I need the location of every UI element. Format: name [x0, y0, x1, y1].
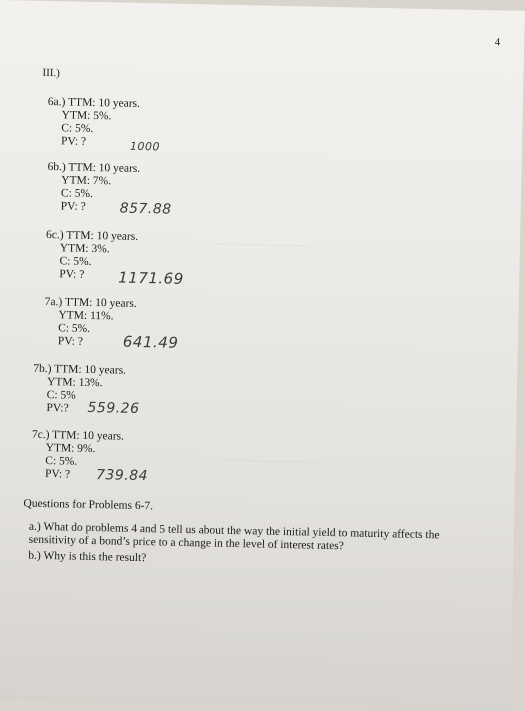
- problem-pv: PV:?: [46, 402, 69, 415]
- problem-ytm: YTM: 5%.: [61, 109, 112, 123]
- problem-ytm: YTM: 11%.: [58, 309, 114, 323]
- handwritten-answer: 559.26: [87, 399, 140, 418]
- problem-pv: PV: ?: [44, 468, 71, 481]
- problem-ttm: 6b.) TTM: 10 years.: [47, 161, 141, 175]
- problem-coupon: C: 5%: [46, 389, 76, 402]
- problem-pv: PV: ?: [60, 200, 86, 213]
- problem-coupon: C: 5%.: [60, 187, 94, 200]
- handwritten-answer: 641.49: [122, 332, 179, 352]
- problem-pv: PV: ?: [60, 135, 87, 148]
- problem-ytm: YTM: 7%.: [61, 174, 112, 188]
- question-a: a.) What do problems 4 and 5 tell us about the way the initial yield to maturity affects the sensitivity of a bond’s price to a change in the level of interest rates?: [28, 520, 440, 553]
- problem-ttm: 7a.) TTM: 10 years.: [44, 296, 137, 310]
- questions-heading: Questions for Problems 6-7.: [23, 497, 154, 513]
- problem-coupon: C: 5%.: [61, 122, 94, 135]
- bleed-through-text: ........................................: [220, 452, 321, 466]
- question-b: b.) Why is this the result?: [28, 549, 147, 565]
- section-heading: III.): [42, 66, 61, 80]
- problem-ttm: 6a.) TTM: 10 years.: [47, 96, 141, 110]
- problem-pv: PV: ?: [57, 335, 84, 348]
- problem-coupon: C: 5%.: [59, 255, 92, 268]
- handwritten-answer: 1171.69: [118, 268, 184, 288]
- bleed-through-text: ........................................: [214, 236, 316, 250]
- problem-coupon: C: 5%.: [45, 455, 78, 468]
- problem-coupon: C: 5%.: [58, 322, 91, 335]
- problem-ttm: 7b.) TTM: 10 years.: [33, 362, 127, 377]
- problem-ytm: YTM: 3%.: [59, 242, 110, 256]
- problem-ttm: 6c.) TTM: 10 years.: [45, 229, 139, 243]
- page-number: 4: [494, 36, 501, 49]
- problem-ytm: YTM: 9%.: [45, 442, 96, 456]
- problem-pv: PV: ?: [59, 268, 85, 281]
- problem-ytm: YTM: 13%.: [46, 376, 103, 390]
- problem-ttm: 7c.) TTM: 10 years.: [31, 428, 125, 443]
- handwritten-answer: 1000: [129, 139, 161, 154]
- problem-6a: [47, 96, 140, 150]
- handwritten-answer: 857.88: [119, 200, 172, 218]
- handwritten-answer: 739.84: [95, 467, 149, 485]
